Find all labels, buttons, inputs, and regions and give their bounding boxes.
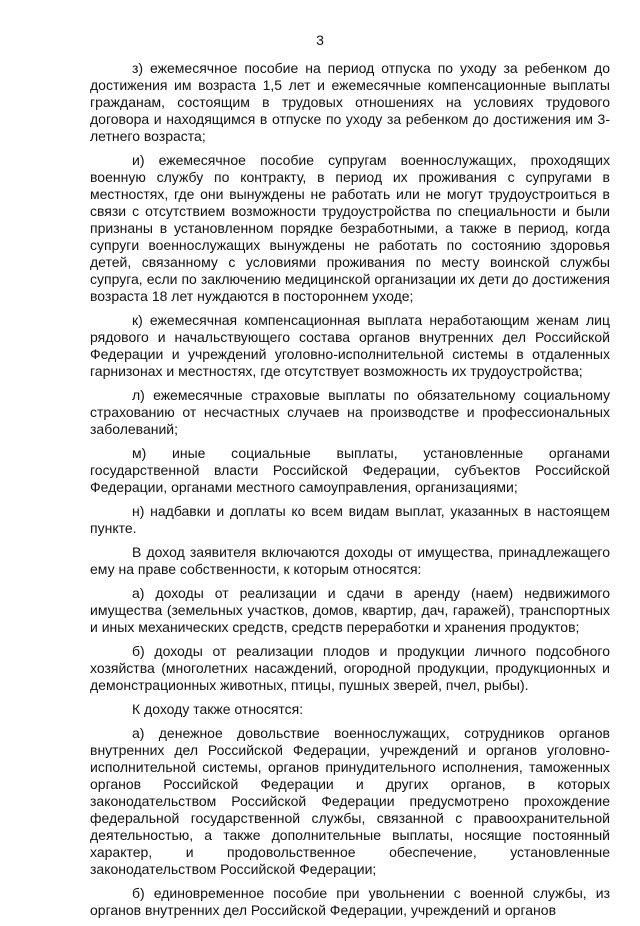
paragraph-a-military-allowance: а) денежное довольствие военнослужащих, сотрудников органов внутренних дел Российской Федерации, учреждений и органов уголовно-исполнительной системы, органов принудительного исполнения, таможенных органов Российской Федерации и других органов, в которых законодательством Российской Федерации предусмотрено прохождение федеральной государственной службы, связанной с правоохранительной деятельностью, а также дополнительные выплаты, носящие постоянный характер, и продовольственное обеспечение, установленные законодательством Российской Федерации;	[90, 725, 610, 877]
paragraph-also-income-intro: К доходу также относятся:	[132, 701, 304, 717]
document-body	[90, 60, 610, 926]
paragraph-m-other-social-payments: м) иные социальные выплаты, установленные органами государственной власти Российской Федерации, субъектов Российской Федерации, органами местного самоуправления, организациями;	[90, 445, 610, 495]
paragraph-k-compensation-payment: к) ежемесячная компенсационная выплата неработающим женам лиц рядового и начальствующего состава органов внутренних дел Российской Федерации и учреждений уголовно-исполнительной системы в отдаленных гарнизонах и местностях, где отсутствует возможность их трудоустройства;	[90, 312, 610, 379]
paragraph-b-household-produce-income: б) доходы от реализации плодов и продукции личного подсобного хозяйства (многолетних насаждений, огородной продукции, продукционных и демонстрационных животных, птицы, пушных зверей, пчел, рыбы).	[90, 643, 610, 693]
paragraph-property-income-intro: В доход заявителя включаются доходы от имущества, принадлежащего ему на праве собственности, к которым относятся:	[90, 544, 610, 577]
paragraph-z-parental-leave-allowance: з) ежемесячное пособие на период отпуска по уходу за ребенком до достижения им возраста 1,5 лет и ежемесячные компенсационные выплаты гражданам, состоящим в трудовых отношениях на условиях трудового договора и находящимся в отпуске по уходу за ребенком до достижения им 3-летнего возраста;	[90, 60, 610, 144]
paragraph-i-military-spouse-allowance: и) ежемесячное пособие супругам военнослужащих, проходящих военную службу по контракту, в период их проживания с супругами в местностях, где они вынуждены не работать или не могут трудоустроиться в связи с отсутствием возможности трудоустройства по специальности и были признаны в установленном порядке безработными, а также в период, когда супруги военнослужащих вынуждены не работать по состоянию здоровья детей, связанному с условиями проживания по месту воинской службы супруга, если по заключению медицинской организации их дети до достижения возраста 18 лет нуждаются в постороннем уходе;	[90, 152, 610, 304]
paragraph-l-insurance-payments: л) ежемесячные страховые выплаты по обязательному социальному страхованию от несчастных случаев на производстве и профессиональных заболеваний;	[90, 387, 610, 437]
paragraph-n-bonuses: н) надбавки и доплаты ко всем видам выплат, указанных в настоящем пункте.	[90, 503, 610, 536]
paragraph-b-discharge-allowance: б) единовременное пособие при увольнении с военной службы, из органов внутренних дел Российской Федерации, учреждений и органов	[90, 885, 610, 918]
page-number: 3	[316, 32, 324, 48]
paragraph-a-real-estate-income: а) доходы от реализации и сдачи в аренду (наем) недвижимого имущества (земельных участков, домов, квартир, дач, гаражей), транспортных и иных механических средств, средств переработки и хранения продуктов;	[90, 585, 610, 635]
